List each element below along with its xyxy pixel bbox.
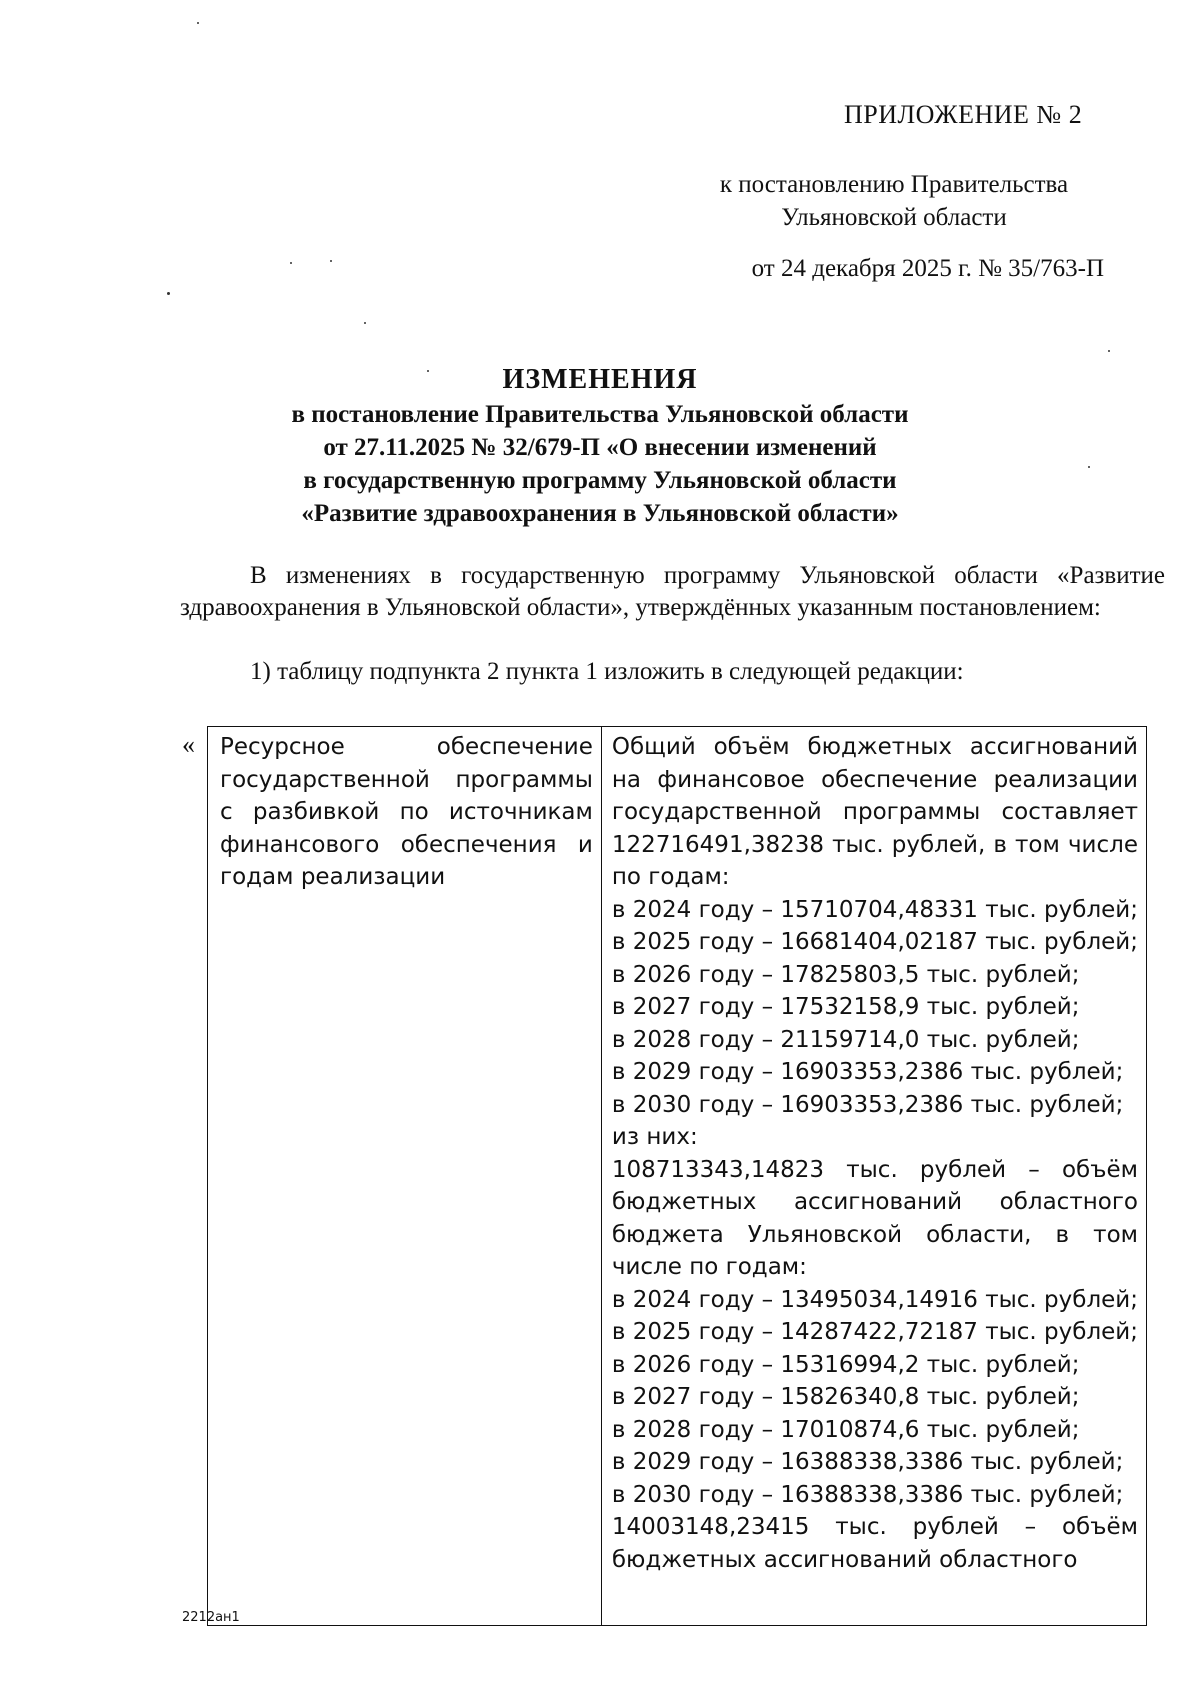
total-intro: Общий объём бюджетных ассигнований на финансовое обеспечение реализации государственной программы составляет 122716491,38238 тыс. рублей, в том числе по годам: [611,734,1138,890]
appendix-reference-line: к постановлению Правительства [719,171,1069,198]
scan-speck [197,22,199,24]
regional-year-row: в 2026 году – 15316994,2 тыс. рублей; [611,1351,1080,1378]
total-year-row: в 2026 году – 17825803,5 тыс. рублей; [611,961,1080,988]
heading-line: от 27.11.2025 № 32/679-П «О внесении изменений [323,434,877,461]
appendix-reference-line: Ульяновской области [781,204,1007,231]
regional-year-row: в 2024 году – 13495034,14916 тыс. рублей; [611,1286,1138,1313]
scan-speck [1088,466,1090,468]
footer-code: 2212ан1 [182,1610,240,1625]
heading-line: «Развитие здравоохранения в Ульяновской области» [301,500,899,527]
total-year-row: в 2028 году – 21159714,0 тыс. рублей; [611,1026,1080,1053]
regional-year-row: в 2029 году – 16388338,3386 тыс. рублей; [611,1449,1124,1475]
total-year-row: в 2027 году – 17532158,9 тыс. рублей; [611,994,1080,1020]
next-source-intro: 14003148,23415 тыс. рублей – объём бюджетных ассигнований областного [611,1514,1138,1573]
resource-table [207,726,1147,1626]
scan-speck [364,322,366,324]
scan-speck [167,292,170,295]
scan-speck [1108,350,1110,352]
appendix-date: от 24 декабря 2025 г. № 35/763-П [751,255,1104,282]
of-them-label: из них: [611,1124,698,1150]
table-right-cell [602,727,1146,1625]
table-left-cell: Ресурсное обеспечение государственной программы с разбивкой по источникам финансового обеспечения и годам реализации [208,727,602,1625]
regional-year-row: в 2028 году – 17010874,6 тыс. рублей; [611,1416,1080,1443]
total-year-row: в 2025 году – 16681404,02187 тыс. рублей; [611,929,1138,955]
heading-title: ИЗМЕНЕНИЯ [502,364,698,395]
scan-speck [290,262,292,264]
heading-line: в постановление Правительства Ульяновской области [291,401,909,428]
regional-year-row: в 2027 году – 15826340,8 тыс. рублей; [611,1384,1080,1410]
regional-intro: 108713343,14823 тыс. рублей – объём бюджетных ассигнований областного бюджета Ульяновской области, в том числе по годам: [611,1156,1138,1280]
scan-speck [330,260,332,262]
document-heading [150,362,1050,530]
item-1: 1) таблицу подпункта 2 пункта 1 изложить в следующей редакции: [250,658,964,685]
total-year-row: в 2030 году – 16903353,2386 тыс. рублей; [611,1091,1124,1118]
appendix-reference [684,168,1104,234]
appendix-title: ПРИЛОЖЕНИЕ № 2 [844,100,1083,129]
opening-quote: « [182,730,195,759]
total-year-row: в 2029 году – 16903353,2386 тыс. рублей; [611,1059,1124,1085]
heading-line: в государственную программу Ульяновской области [303,467,897,494]
intro-paragraph: В изменениях в государственную программу Ульяновской области «Развитие здравоохранения в Ульяновской области», утверждённых указанным постановлением: [180,562,1165,621]
regional-year-row: в 2030 году – 16388338,3386 тыс. рублей; [611,1481,1124,1508]
total-year-row: в 2024 году – 15710704,48331 тыс. рублей; [611,896,1138,923]
regional-year-row: в 2025 году – 14287422,72187 тыс. рублей; [611,1319,1138,1345]
